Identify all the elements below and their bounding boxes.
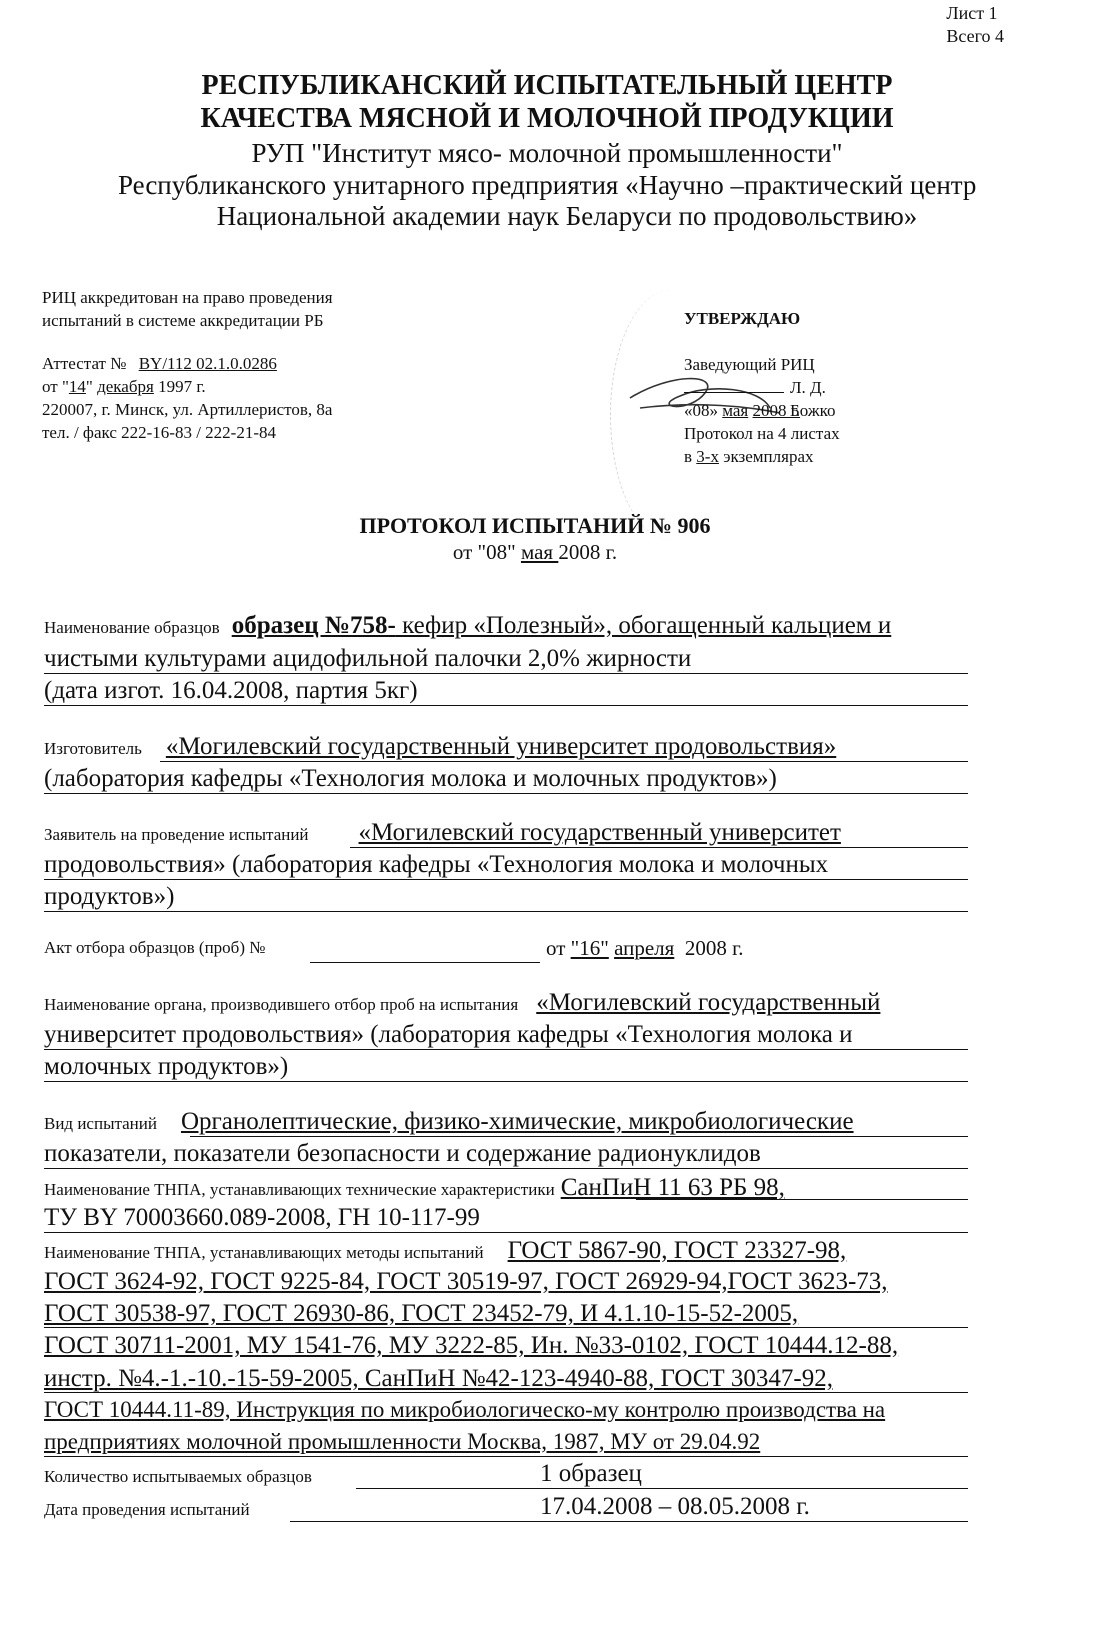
act-row bbox=[44, 938, 265, 958]
maker-row-1 bbox=[44, 733, 836, 761]
certificate-row bbox=[42, 352, 332, 375]
applicant-line-2: продовольствия» (лаборатория кафедры «Технология молока и молочных bbox=[44, 851, 829, 878]
sample-underline-3 bbox=[44, 705, 968, 706]
sample-underline-2 bbox=[44, 673, 968, 674]
phone-fax: тел. / факс 222-16-83 / 222-21-84 bbox=[42, 423, 276, 442]
tnpa-spec-line-1: СанПиН 11 63 РБ 98, bbox=[560, 1174, 785, 1201]
test-type-line-2: показатели, показатели безопасности и содержание радионуклидов bbox=[44, 1140, 761, 1167]
sheet-total: Всего 4 bbox=[946, 26, 1004, 46]
sample-line-3: (дата изгот. 16.04.2008, партия 5кг) bbox=[44, 677, 418, 704]
maker-underline-2 bbox=[44, 793, 968, 794]
approver-name: Л. Д. Божко bbox=[790, 378, 836, 420]
sample-row-1 bbox=[44, 612, 891, 640]
tnpa-spec-line-2: ТУ BY 70003660.089-2008, ГН 10-117-99 bbox=[44, 1204, 480, 1231]
certificate-number: BY/112 02.1.0.0286 bbox=[138, 354, 277, 373]
sample-line-2: чистыми культурами ацидофильной палочки 2,0% жирности bbox=[44, 645, 692, 672]
tnpa-spec-row-1 bbox=[44, 1174, 785, 1202]
test-type-underline-2 bbox=[44, 1168, 968, 1169]
applicant-row-1 bbox=[44, 819, 841, 847]
protocol-sheets: Протокол на 4 листах bbox=[684, 424, 840, 443]
applicant-label: Заявитель на проведение испытаний bbox=[44, 825, 309, 844]
tnpa-methods-row-1 bbox=[44, 1237, 846, 1265]
tnpa-methods-underline-5 bbox=[44, 1392, 968, 1393]
applicant-underline-3 bbox=[44, 911, 968, 912]
sampler-row-1 bbox=[44, 989, 880, 1017]
sampler-line-1: «Могилевский государственный bbox=[536, 989, 881, 1016]
accreditation-line-2: испытаний в системе аккредитации РБ bbox=[42, 311, 324, 330]
accreditation-block bbox=[42, 286, 333, 332]
address: 220007, г. Минск, ул. Артиллеристов, 8а bbox=[42, 400, 333, 419]
sampler-line-3: молочных продуктов») bbox=[44, 1053, 289, 1080]
certificate-block bbox=[42, 352, 332, 444]
applicant-line-3: продуктов») bbox=[44, 883, 175, 910]
accreditation-line-1: РИЦ аккредитован на право проведения bbox=[42, 288, 333, 307]
applicant-underline-1 bbox=[350, 847, 968, 848]
signature-line bbox=[684, 392, 784, 393]
tnpa-spec-label: Наименование ТНПА, устанавливающих технические характеристики bbox=[44, 1180, 555, 1199]
tnpa-methods-line-6: ГОСТ 10444.11-89, Инструкция по микробиологическо-му контролю производства на bbox=[44, 1397, 886, 1422]
approval-block bbox=[684, 307, 840, 468]
sampler-underline-3 bbox=[44, 1081, 968, 1082]
test-type-row-1 bbox=[44, 1108, 854, 1136]
protocol-title: ПРОТОКОЛ ИСПЫТАНИЙ № 906 bbox=[359, 513, 711, 538]
quantity-underline bbox=[356, 1488, 968, 1489]
applicant-underline-2 bbox=[44, 879, 968, 880]
maker-line-2: (лаборатория кафедры «Технология молока и молочных продуктов») bbox=[44, 765, 777, 792]
act-number-field bbox=[310, 962, 540, 963]
tnpa-methods-underline-3 bbox=[44, 1327, 968, 1328]
tnpa-methods-line-1: ГОСТ 5867-90, ГОСТ 23327-98, bbox=[507, 1237, 847, 1264]
tnpa-methods-line-5: инстр. №4.-1.-10.-15-59-2005, СанПиН №42-123-4940-88, ГОСТ 30347-92, bbox=[44, 1365, 833, 1392]
sheet-counter bbox=[946, 2, 1004, 48]
sample-line-1: кефир «Полезный», обогащенный кальцием и bbox=[395, 612, 892, 639]
tnpa-methods-line-3: ГОСТ 30538-97, ГОСТ 26930-86, ГОСТ 23452-79, И 4.1.10-15-52-2005, bbox=[44, 1300, 799, 1327]
quantity-label: Количество испытываемых образцов bbox=[44, 1467, 312, 1486]
protocol-copies: в 3-х экземплярах bbox=[684, 447, 814, 466]
sheet-page: Лист 1 bbox=[946, 3, 998, 23]
approval-date: «08» мая 2008 г. bbox=[684, 401, 801, 420]
approver-position: Заведующий РИЦ bbox=[684, 355, 815, 374]
maker-label: Изготовитель bbox=[44, 739, 142, 758]
certificate-label: Аттестат № bbox=[42, 354, 127, 373]
approve-title: УТВЕРЖДАЮ bbox=[684, 309, 801, 328]
maker-line-1: «Могилевский государственный университет продовольствия» bbox=[165, 733, 837, 760]
applicant-line-1: «Могилевский государственный университет bbox=[358, 819, 841, 846]
act-label: Акт отбора образцов (проб) № bbox=[44, 938, 266, 957]
quantity-value: 1 образец bbox=[540, 1460, 642, 1487]
tnpa-methods-underline-7 bbox=[44, 1456, 968, 1457]
test-type-label: Вид испытаний bbox=[44, 1114, 157, 1133]
test-type-line-1: Органолептические, физико-химические, микробиологические bbox=[180, 1108, 854, 1135]
act-date: от "16" апреля 2008 г. bbox=[546, 936, 744, 960]
dates-underline bbox=[290, 1521, 968, 1522]
tnpa-spec-underline-2 bbox=[44, 1232, 968, 1233]
tnpa-methods-label: Наименование ТНПА, устанавливающих методы испытаний bbox=[44, 1243, 484, 1262]
dates-value: 17.04.2008 – 08.05.2008 г. bbox=[540, 1493, 810, 1520]
quantity-row bbox=[44, 1467, 312, 1487]
tnpa-methods-line-4: ГОСТ 30711-2001, МУ 1541-76, МУ 3222-85, Ин. №33-0102, ГОСТ 10444.12-88, bbox=[44, 1332, 899, 1359]
test-type-underline-1 bbox=[190, 1136, 968, 1137]
header-line-5: Национальной академии наук Беларуси по продовольствию» bbox=[216, 201, 918, 231]
header-line-2: КАЧЕСТВА МЯСНОЙ И МОЛОЧНОЙ ПРОДУКЦИИ bbox=[200, 103, 894, 134]
certificate-date: от "14" декабря 1997 г. bbox=[42, 377, 206, 396]
tnpa-methods-line-7: предприятиях молочной промышленности Москва, 1987, МУ от 29.04.92 bbox=[44, 1429, 761, 1454]
sampler-underline-2 bbox=[44, 1049, 968, 1050]
maker-underline-1 bbox=[160, 761, 968, 762]
protocol-date: от "08" мая 2008 г. bbox=[452, 540, 618, 564]
sample-label: Наименование образцов bbox=[44, 618, 220, 637]
sampler-label: Наименование органа, производившего отбор проб на испытания bbox=[44, 995, 519, 1014]
sampler-line-2: университет продовольствия» (лаборатория кафедры «Технология молока и bbox=[44, 1021, 853, 1048]
header-line-1: РЕСПУБЛИКАНСКИЙ ИСПЫТАТЕЛЬНЫЙ ЦЕНТР bbox=[201, 70, 893, 101]
sample-number: образец №758- bbox=[231, 612, 396, 639]
tnpa-spec-underline-1 bbox=[636, 1199, 968, 1200]
header-line-4: Республиканского унитарного предприятия «Научно –практический центр bbox=[118, 170, 977, 200]
dates-label: Дата проведения испытаний bbox=[44, 1500, 250, 1519]
dates-row bbox=[44, 1500, 250, 1520]
tnpa-methods-line-2: ГОСТ 3624-92, ГОСТ 9225-84, ГОСТ 30519-97, ГОСТ 26929-94,ГОСТ 3623-73, bbox=[44, 1268, 888, 1295]
header-line-3: РУП "Институт мясо- молочной промышленности" bbox=[251, 138, 843, 168]
